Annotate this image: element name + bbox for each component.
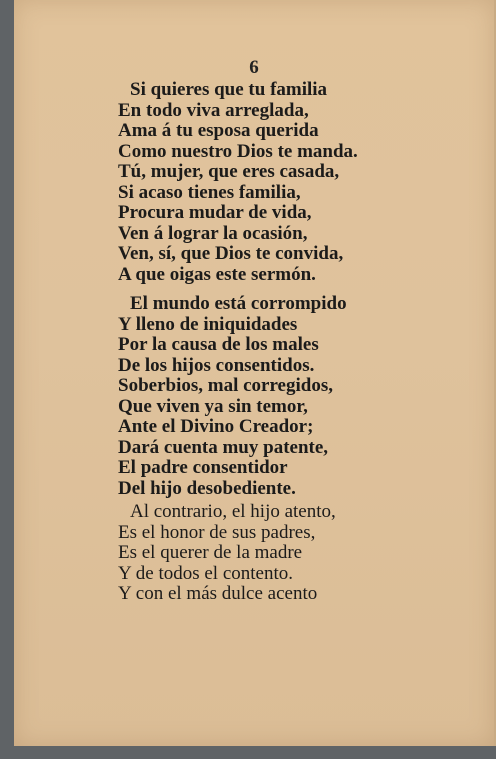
verse-line: Si acaso tienes familia, xyxy=(118,181,301,203)
verse-line: Y con el más dulce acento xyxy=(118,583,318,604)
book-page xyxy=(14,0,496,746)
verse-line: Es el honor de sus padres, xyxy=(118,521,316,543)
verse-line: Tú, mujer, que eres casada, xyxy=(118,161,340,182)
stanza-3 xyxy=(118,502,336,605)
verse-line: Que viven ya sin temor, xyxy=(118,395,308,417)
verse-line: Soberbios, mal corregidos, xyxy=(118,375,333,396)
verse-line: Por la causa de los males xyxy=(118,334,319,355)
verse-line: Es el querer de la madre xyxy=(118,542,303,563)
verse-line: El mundo está corrompido xyxy=(130,293,347,314)
verse-line: Al contrario, el hijo atento, xyxy=(130,501,336,522)
verse-line: De los hijos consentidos. xyxy=(118,354,315,376)
verse-line: Procura mudar de vida, xyxy=(118,202,312,223)
stanza-2 xyxy=(118,294,347,499)
verse-line: Ante el Divino Creador; xyxy=(118,416,314,437)
verse-line: Y lleno de iniquidades xyxy=(118,313,298,335)
verse-line: Ven á lograr la ocasión, xyxy=(118,222,308,244)
verse-line: En todo viva arreglada, xyxy=(118,99,309,121)
verse-line: Ama á tu esposa querida xyxy=(118,120,319,141)
stanza-1 xyxy=(118,80,358,285)
verse-line: A que oigas este sermón. xyxy=(118,263,316,285)
page-number: 6 xyxy=(249,57,259,78)
verse-line: Ven, sí, que Dios te convida, xyxy=(118,243,344,264)
verse-line: Si quieres que tu familia xyxy=(130,79,328,100)
verse-line: Y de todos el contento. xyxy=(118,562,294,584)
verse-line: Del hijo desobediente. xyxy=(118,477,296,499)
verse-line: Como nuestro Dios te manda. xyxy=(118,140,358,162)
verse-line: Dará cuenta muy patente, xyxy=(118,436,329,458)
verse-line: El padre consentidor xyxy=(118,457,288,478)
